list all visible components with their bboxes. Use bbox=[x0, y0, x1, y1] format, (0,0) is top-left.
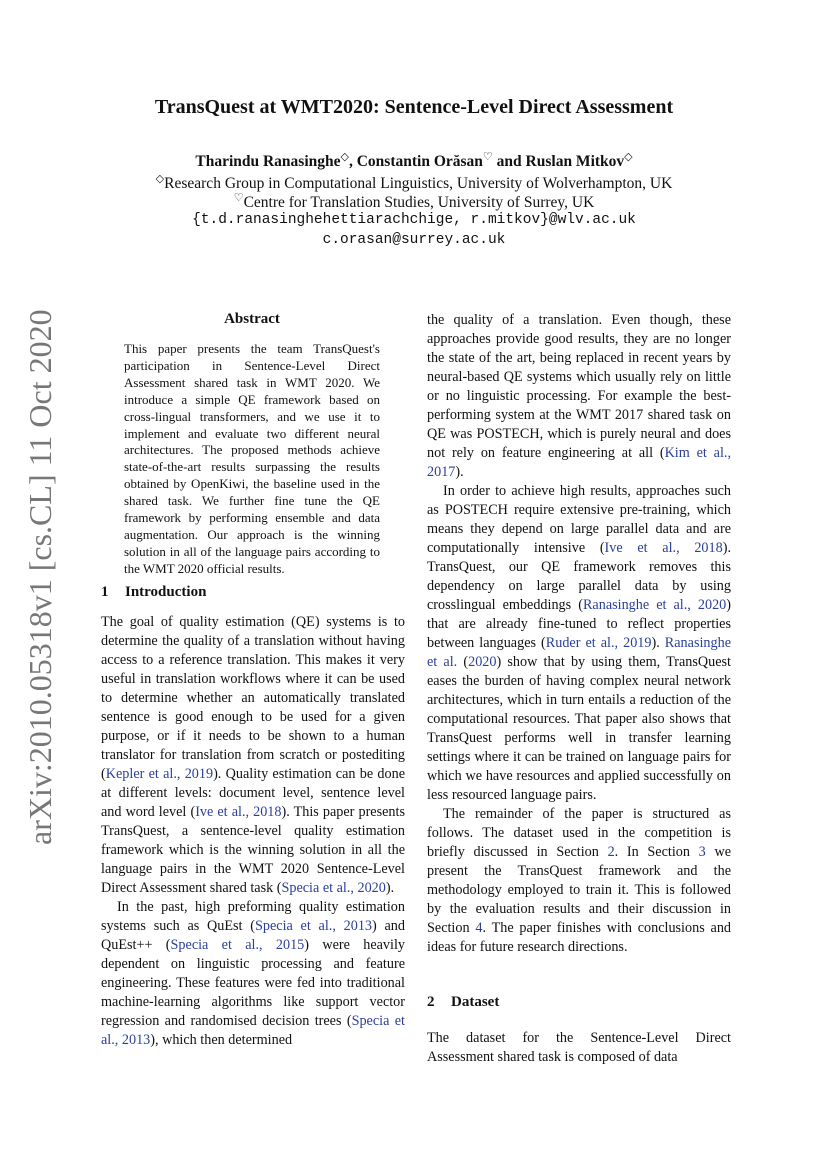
abstract-heading: Abstract bbox=[224, 311, 280, 327]
section-2-heading bbox=[427, 994, 731, 1011]
affiliation-2 bbox=[0, 191, 828, 212]
right-column-body bbox=[427, 311, 731, 957]
citation-link[interactable]: Kim et al., 2017 bbox=[427, 445, 731, 480]
paragraph bbox=[101, 613, 405, 898]
diamond-mark: ◇ bbox=[340, 151, 349, 163]
text: . In Section bbox=[614, 844, 699, 860]
author-list bbox=[0, 150, 828, 171]
section-link[interactable]: 2 bbox=[607, 844, 615, 860]
text: In order to achieve high results, approaches such as POSTECH require extensive pre-training, which means they depend on large parallel data and are computationally intensive ( bbox=[427, 483, 731, 556]
author-name: , Constantin Orăsan bbox=[348, 153, 483, 171]
text: ), which then determined bbox=[150, 1032, 293, 1048]
citation-link[interactable]: Specia et al., 2020 bbox=[281, 880, 386, 896]
citation-link[interactable]: Specia et al., 2013 bbox=[254, 918, 373, 934]
author-name: Tharindu Ranasinghe bbox=[195, 153, 341, 171]
citation-link[interactable]: Ive et al., 2018 bbox=[195, 804, 282, 820]
text: The goal of quality estimation (QE) systems is to determine the quality of a translation without having access to a reference translation. This makes it very useful in translation workflows where it can be used to determine whether an automatically translated sentence is good enough to be used for a given purpose, or if it needs to be shown to a human translator for translation from scratch or postediting ( bbox=[101, 614, 405, 782]
paragraph bbox=[427, 311, 731, 482]
abstract-text: This paper presents the team TransQuest's participation in Sentence-Level Direct Assessment shared task in WMT 2020. We introduce a simple QE framework based on cross-lingual transformers, and we use it to implement and evaluate two different neural architectures. The proposed methods achieve state-of-the-art results surpassing the results obtained by OpenKiwi, the baseline used in the shared task. We further fine tune the QE framework by performing ensemble and data augmentation. Our approach is the winning solution in all of the language pairs according to the WMT 2020 official results. bbox=[124, 341, 380, 576]
paragraph bbox=[427, 482, 731, 805]
text: ). bbox=[385, 880, 395, 896]
arxiv-identifier: arXiv:2010.05318v1 [cs.CL] 11 Oct 2020 bbox=[22, 309, 58, 845]
section-title: Introduction bbox=[125, 584, 207, 600]
diamond-mark: ◇ bbox=[624, 151, 633, 163]
paragraph bbox=[427, 805, 731, 957]
section-number: 2 bbox=[427, 994, 435, 1010]
text: we present the TransQuest framework and the methodology employed to train it. This is followed by the evaluation results and their discussion in Section bbox=[427, 844, 732, 936]
text: ). TransQuest, our QE framework removes this dependency on large parallel data by using crosslingual embeddings ( bbox=[427, 540, 731, 613]
dataset-paragraph: The dataset for the Sentence-Level Direct Assessment shared task is composed of data bbox=[427, 1030, 731, 1065]
text: ) show that by using them, TransQuest eases the burden of having complex neural network architectures, which in turn entails a reduction of the computational resources. That paper also shows that TransQuest performs well in transfer learning settings where it can be trained on language pairs for which we have resources and applied successfully on less resourced language pairs. bbox=[427, 654, 731, 803]
citation-link[interactable]: Ruder et al., 2019 bbox=[545, 635, 652, 651]
section-link[interactable]: 3 bbox=[698, 844, 706, 860]
section-link[interactable]: 4 bbox=[475, 920, 483, 936]
intro-body bbox=[101, 613, 405, 1050]
paragraph bbox=[101, 898, 405, 1050]
diamond-mark: ◇ bbox=[155, 173, 165, 185]
email-line-1[interactable]: {t.d.ranasinghehettiarachchige, r.mitkov}@wlv.ac.uk bbox=[192, 212, 636, 228]
text: ) were heavily dependent on linguistic processing and feature engineering. These features were fed into traditional machine-learning algorithms like support vector regression and randomised decision trees ( bbox=[101, 937, 405, 1029]
heart-mark: ♡ bbox=[482, 151, 493, 163]
text: ( bbox=[457, 654, 469, 670]
section-1-heading bbox=[101, 584, 405, 601]
citation-link[interactable]: Specia et al., 2015 bbox=[170, 937, 305, 953]
citation-link[interactable]: Ive et al., 2018 bbox=[604, 540, 723, 556]
citation-link[interactable]: 2020 bbox=[468, 654, 497, 670]
text: ). Quality estimation can be done at different levels: document level, sentence level and word level ( bbox=[101, 766, 405, 820]
email-line-2[interactable]: c.orasan@surrey.ac.uk bbox=[322, 232, 506, 248]
section-number: 1 bbox=[101, 584, 109, 600]
text: The remainder of the paper is structured as follows. The dataset used in the competition is briefly discussed in Section bbox=[427, 806, 731, 860]
citation-link[interactable]: Specia et al., 2013 bbox=[101, 1013, 405, 1048]
text: ). bbox=[455, 464, 464, 480]
text: . The paper finishes with conclusions and ideas for future research directions. bbox=[427, 920, 732, 955]
text: In the past, high preforming quality estimation systems such as QuEst ( bbox=[101, 899, 405, 934]
paper-title: TransQuest at WMT2020: Sentence-Level Direct Assessment bbox=[154, 96, 674, 118]
citation-link[interactable]: Ranasinghe et al., 2020 bbox=[582, 597, 727, 613]
heart-mark: ♡ bbox=[233, 192, 244, 204]
text: ) and QuEst++ ( bbox=[101, 918, 405, 953]
citation-link[interactable]: Kepler et al., 2019 bbox=[105, 766, 214, 782]
affiliation-1 bbox=[0, 172, 828, 193]
citation-link[interactable]: Ranasinghe et al. bbox=[427, 635, 731, 670]
text: ). This paper presents TransQuest, a sentence-level quality estimation framework which is the winning solution in all the language pairs in the WMT 2020 Sentence-Level Direct Assessment shared task ( bbox=[101, 804, 405, 896]
affiliation-text: Research Group in Computational Linguistics, University of Wolverhampton, UK bbox=[164, 175, 673, 193]
text: the quality of a translation. Even though, these approaches provide good results, they are no longer the state of the art, being replaced in recent years by neural-based QE systems which usually rely on little or no linguistic processing. For example the best-performing system at the WMT 2017 shared task on QE was POSTECH, which is purely neural and does not rely on feature engineering at all ( bbox=[427, 312, 731, 461]
author-name: and Ruslan Mitkov bbox=[492, 153, 625, 171]
text: ) that are already fine-tuned to reflect properties between languages ( bbox=[427, 597, 732, 651]
text: ). bbox=[651, 635, 665, 651]
section-title: Dataset bbox=[451, 994, 500, 1010]
affiliation-text: Centre for Translation Studies, University of Surrey, UK bbox=[243, 194, 595, 212]
